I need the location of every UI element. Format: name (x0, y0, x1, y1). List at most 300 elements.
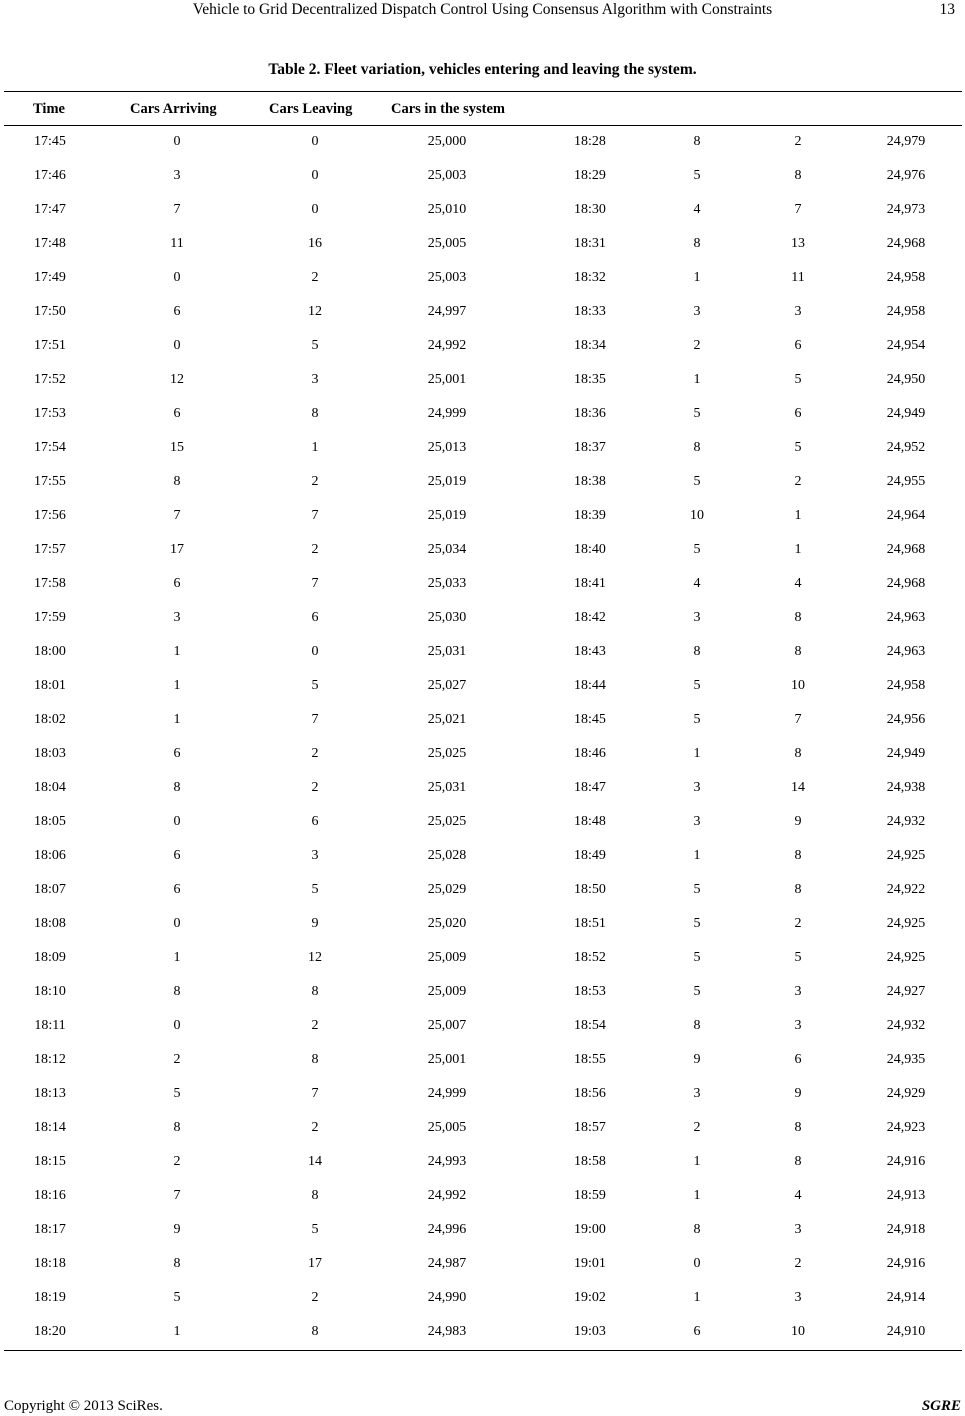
table-row (0, 1247, 965, 1281)
table-cell: 25,003 (427, 168, 467, 183)
page-number: 13 (939, 1, 955, 18)
table-cell: 12 (308, 304, 322, 319)
table-cell: 6 (311, 814, 319, 829)
table-cell: 16 (308, 236, 322, 251)
table-cell: 5 (693, 950, 701, 965)
table-cell: 5 (173, 1086, 181, 1101)
table-cell: 25,000 (427, 134, 467, 149)
table-cell: 0 (173, 134, 181, 149)
table-cell: 5 (693, 406, 701, 421)
table-cell: 18:50 (574, 882, 606, 897)
table-cell: 0 (311, 168, 319, 183)
table-cell: 10 (791, 1324, 805, 1339)
table-cell: 8 (173, 780, 181, 795)
table-cell: 24,922 (886, 882, 926, 897)
table-row (0, 771, 965, 805)
table-cell: 24,938 (886, 780, 926, 795)
table-cell: 24,964 (886, 508, 926, 523)
table-cell: 12 (308, 950, 322, 965)
table-cell: 3 (794, 1018, 802, 1033)
table-cell: 24,914 (886, 1290, 926, 1305)
table-cell: 25,019 (427, 474, 467, 489)
table-cell: 0 (311, 202, 319, 217)
table-cell: 17 (308, 1256, 322, 1271)
table-row (0, 805, 965, 839)
table-cell: 24,910 (886, 1324, 926, 1339)
table-cell: 0 (311, 134, 319, 149)
table-cell: 17:46 (34, 168, 66, 183)
table-cell: 19:03 (574, 1324, 606, 1339)
table-cell: 18:37 (574, 440, 606, 455)
table-cell: 5 (794, 372, 802, 387)
table-cell: 2 (794, 134, 802, 149)
table-row (0, 465, 965, 499)
table-cell: 24,956 (886, 712, 926, 727)
table-cell: 17 (170, 542, 184, 557)
table-cell: 24,963 (886, 610, 926, 625)
table-cell: 24,923 (886, 1120, 926, 1135)
table-cell: 9 (173, 1222, 181, 1237)
table-row (0, 363, 965, 397)
table-cell: 24,927 (886, 984, 926, 999)
table-cell: 8 (794, 882, 802, 897)
table-cell: 18:07 (34, 882, 66, 897)
table-cell: 3 (794, 304, 802, 319)
table-cell: 18:19 (34, 1290, 66, 1305)
table-cell: 5 (693, 882, 701, 897)
table-row (0, 1145, 965, 1179)
table-cell: 1 (693, 270, 701, 285)
table-cell: 17:56 (34, 508, 66, 523)
table-row (0, 227, 965, 261)
table-cell: 18:20 (34, 1324, 66, 1339)
table-cell: 8 (311, 406, 319, 421)
table-cell: 17:53 (34, 406, 66, 421)
table-cell: 8 (794, 644, 802, 659)
table-cell: 18:18 (34, 1256, 66, 1271)
table-cell: 9 (311, 916, 319, 931)
table-cell: 0 (693, 1256, 701, 1271)
table-cell: 18:51 (574, 916, 606, 931)
table-row (0, 941, 965, 975)
table-cell: 25,005 (427, 1120, 467, 1135)
table-cell: 18:06 (34, 848, 66, 863)
table-top-rule (4, 91, 962, 92)
table-cell: 18:33 (574, 304, 606, 319)
table-cell: 2 (794, 1256, 802, 1271)
table-cell: 8 (794, 1120, 802, 1135)
table-cell: 17:57 (34, 542, 66, 557)
table-cell: 3 (693, 780, 701, 795)
table-cell: 24,997 (427, 304, 467, 319)
table-cell: 6 (173, 848, 181, 863)
table-cell: 5 (693, 916, 701, 931)
table-cell: 3 (173, 610, 181, 625)
table-cell: 6 (794, 1052, 802, 1067)
table-row (0, 431, 965, 465)
table-cell: 24,993 (427, 1154, 467, 1169)
table-cell: 18:54 (574, 1018, 606, 1033)
table-cell: 12 (170, 372, 184, 387)
table-cell: 2 (311, 746, 319, 761)
table-cell: 17:47 (34, 202, 66, 217)
table-cell: 8 (693, 644, 701, 659)
table-cell: 18:59 (574, 1188, 606, 1203)
table-cell: 24,976 (886, 168, 926, 183)
table-cell: 18:43 (574, 644, 606, 659)
table-cell: 18:49 (574, 848, 606, 863)
table-cell: 10 (690, 508, 704, 523)
table-cell: 6 (693, 1324, 701, 1339)
table-header-row (0, 96, 965, 122)
table-cell: 25,007 (427, 1018, 467, 1033)
table-cell: 9 (794, 814, 802, 829)
table-row (0, 329, 965, 363)
table-cell: 1 (311, 440, 319, 455)
table-cell: 25,031 (427, 644, 467, 659)
table-cell: 2 (173, 1154, 181, 1169)
table-cell: 3 (794, 1222, 802, 1237)
table-cell: 5 (693, 678, 701, 693)
table-cell: 18:05 (34, 814, 66, 829)
table-cell: 1 (173, 950, 181, 965)
table-cell: 17:51 (34, 338, 66, 353)
table-cell: 18:32 (574, 270, 606, 285)
table-cell: 24,952 (886, 440, 926, 455)
table-cell: 24,958 (886, 678, 926, 693)
table-cell: 17:54 (34, 440, 66, 455)
table-row (0, 907, 965, 941)
table-cell: 18:55 (574, 1052, 606, 1067)
table-cell: 24,999 (427, 1086, 467, 1101)
table-cell: 1 (794, 542, 802, 557)
table-row (0, 295, 965, 329)
table-cell: 8 (794, 610, 802, 625)
table-cell: 14 (308, 1154, 322, 1169)
header-time: Time (33, 101, 65, 117)
table-cell: 5 (794, 950, 802, 965)
table-cell: 6 (173, 746, 181, 761)
table-cell: 11 (791, 270, 805, 285)
table-cell: 24,925 (886, 848, 926, 863)
table-cell: 8 (693, 440, 701, 455)
table-row (0, 533, 965, 567)
table-cell: 0 (311, 644, 319, 659)
table-cell: 1 (173, 644, 181, 659)
table-cell: 6 (311, 610, 319, 625)
table-cell: 9 (794, 1086, 802, 1101)
table-cell: 18:35 (574, 372, 606, 387)
table-cell: 19:02 (574, 1290, 606, 1305)
table-cell: 4 (794, 576, 802, 591)
table-cell: 18:28 (574, 134, 606, 149)
table-cell: 3 (693, 304, 701, 319)
table-cell: 14 (791, 780, 805, 795)
table-cell: 24,916 (886, 1154, 926, 1169)
table-cell: 24,925 (886, 916, 926, 931)
table-cell: 17:49 (34, 270, 66, 285)
table-cell: 7 (173, 202, 181, 217)
table-cell: 25,005 (427, 236, 467, 251)
table-cell: 24,968 (886, 576, 926, 591)
table-row (0, 499, 965, 533)
table-cell: 0 (173, 270, 181, 285)
table-cell: 5 (311, 882, 319, 897)
table-cell: 18:34 (574, 338, 606, 353)
table-cell: 24,973 (886, 202, 926, 217)
table-row (0, 1213, 965, 1247)
table-cell: 24,955 (886, 474, 926, 489)
table-cell: 5 (173, 1290, 181, 1305)
table-cell: 5 (693, 542, 701, 557)
table-cell: 18:16 (34, 1188, 66, 1203)
table-cell: 5 (794, 440, 802, 455)
table-cell: 1 (173, 1324, 181, 1339)
table-row (0, 1179, 965, 1213)
table-cell: 8 (794, 848, 802, 863)
table-cell: 18:58 (574, 1154, 606, 1169)
table-cell: 25,034 (427, 542, 467, 557)
header-cars-leaving: Cars Leaving (269, 101, 353, 117)
table-cell: 18:48 (574, 814, 606, 829)
table-cell: 18:00 (34, 644, 66, 659)
table-cell: 1 (693, 746, 701, 761)
table-cell: 5 (311, 1222, 319, 1237)
table-cell: 18:12 (34, 1052, 66, 1067)
table-body (0, 125, 965, 1349)
table-cell: 2 (311, 780, 319, 795)
table-cell: 2 (173, 1052, 181, 1067)
table-row (0, 1281, 965, 1315)
table-cell: 15 (170, 440, 184, 455)
table-cell: 18:03 (34, 746, 66, 761)
table-cell: 2 (693, 338, 701, 353)
table-row (0, 635, 965, 669)
table-cell: 3 (311, 848, 319, 863)
table-cell: 0 (173, 814, 181, 829)
copyright-notice: Copyright © 2013 SciRes. (4, 1398, 163, 1414)
table-cell: 11 (170, 236, 184, 251)
table-cell: 8 (693, 236, 701, 251)
table-cell: 1 (693, 848, 701, 863)
table-cell: 24,963 (886, 644, 926, 659)
table-cell: 8 (311, 1188, 319, 1203)
table-cell: 6 (794, 338, 802, 353)
table-row (0, 873, 965, 907)
table-cell: 24,958 (886, 304, 926, 319)
table-cell: 0 (173, 1018, 181, 1033)
running-head-title: Vehicle to Grid Decentralized Dispatch Control Using Consensus Algorithm with Constraints (192, 1, 773, 18)
table-cell: 5 (311, 678, 319, 693)
table-cell: 18:45 (574, 712, 606, 727)
table-cell: 17:50 (34, 304, 66, 319)
table-row (0, 737, 965, 771)
table-cell: 25,027 (427, 678, 467, 693)
table-cell: 18:42 (574, 610, 606, 625)
table-row (0, 567, 965, 601)
header-cars-in-system: Cars in the system (391, 101, 505, 117)
table-cell: 7 (311, 576, 319, 591)
table-cell: 17:52 (34, 372, 66, 387)
table-cell: 2 (794, 916, 802, 931)
table-row (0, 397, 965, 431)
table-cell: 18:46 (574, 746, 606, 761)
table-cell: 8 (693, 1222, 701, 1237)
table-row (0, 703, 965, 737)
table-cell: 8 (173, 1256, 181, 1271)
table-cell: 8 (311, 1052, 319, 1067)
table-cell: 6 (173, 304, 181, 319)
table-cell: 24,987 (427, 1256, 467, 1271)
table-cell: 24,983 (427, 1324, 467, 1339)
table-row (0, 125, 965, 159)
table-cell: 8 (311, 1324, 319, 1339)
table-cell: 25,021 (427, 712, 467, 727)
table-cell: 17:48 (34, 236, 66, 251)
table-cell: 18:31 (574, 236, 606, 251)
table-bottom-rule (4, 1350, 962, 1351)
table-cell: 0 (173, 338, 181, 353)
table-cell: 24,968 (886, 236, 926, 251)
table-row (0, 1009, 965, 1043)
table-cell: 8 (794, 168, 802, 183)
table-cell: 18:02 (34, 712, 66, 727)
table-caption: Table 2. Fleet variation, vehicles entering and leaving the system. (268, 61, 697, 78)
table-cell: 18:17 (34, 1222, 66, 1237)
table-cell: 18:10 (34, 984, 66, 999)
table-cell: 18:36 (574, 406, 606, 421)
table-cell: 5 (311, 338, 319, 353)
table-cell: 2 (311, 542, 319, 557)
table-cell: 3 (794, 984, 802, 999)
table-cell: 2 (311, 1018, 319, 1033)
table-cell: 24,949 (886, 406, 926, 421)
table-cell: 25,029 (427, 882, 467, 897)
table-cell: 25,001 (427, 372, 467, 387)
table-cell: 3 (173, 168, 181, 183)
table-cell: 24,932 (886, 1018, 926, 1033)
table-cell: 17:59 (34, 610, 66, 625)
table-cell: 5 (693, 474, 701, 489)
table-cell: 18:15 (34, 1154, 66, 1169)
table-cell: 17:55 (34, 474, 66, 489)
table-cell: 7 (794, 712, 802, 727)
table-cell: 8 (173, 984, 181, 999)
running-head (0, 0, 965, 24)
table-cell: 25,010 (427, 202, 467, 217)
table-cell: 24,949 (886, 746, 926, 761)
table-cell: 18:14 (34, 1120, 66, 1135)
table-cell: 5 (693, 984, 701, 999)
table-cell: 18:04 (34, 780, 66, 795)
table-cell: 25,001 (427, 1052, 467, 1067)
table-cell: 0 (173, 916, 181, 931)
table-cell: 18:29 (574, 168, 606, 183)
table-cell: 24,996 (427, 1222, 467, 1237)
table-cell: 3 (693, 610, 701, 625)
table-cell: 17:45 (34, 134, 66, 149)
table-cell: 7 (794, 202, 802, 217)
table-cell: 25,013 (427, 440, 467, 455)
journal-abbreviation: SGRE (921, 1398, 961, 1414)
table-row (0, 839, 965, 873)
table-cell: 18:39 (574, 508, 606, 523)
table-cell: 7 (311, 712, 319, 727)
table-row (0, 1043, 965, 1077)
table-cell: 3 (794, 1290, 802, 1305)
table-row (0, 975, 965, 1009)
table-cell: 5 (693, 712, 701, 727)
table-cell: 19:00 (574, 1222, 606, 1237)
table-cell: 2 (311, 1290, 319, 1305)
table-cell: 24,932 (886, 814, 926, 829)
table-cell: 6 (173, 576, 181, 591)
table-cell: 24,918 (886, 1222, 926, 1237)
table-cell: 6 (173, 406, 181, 421)
table-row (0, 261, 965, 295)
table-cell: 9 (693, 1052, 701, 1067)
table-cell: 18:47 (574, 780, 606, 795)
table-cell: 1 (693, 1188, 701, 1203)
table-cell: 4 (693, 576, 701, 591)
table-cell: 24,935 (886, 1052, 926, 1067)
table-cell: 24,929 (886, 1086, 926, 1101)
table-cell: 24,992 (427, 338, 467, 353)
table-cell: 2 (311, 270, 319, 285)
table-cell: 18:30 (574, 202, 606, 217)
table-cell: 7 (173, 508, 181, 523)
table-cell: 2 (311, 1120, 319, 1135)
table-cell: 18:40 (574, 542, 606, 557)
table-cell: 8 (794, 1154, 802, 1169)
table-cell: 18:11 (34, 1018, 66, 1033)
table-cell: 25,033 (427, 576, 467, 591)
table-cell: 3 (693, 814, 701, 829)
table-cell: 1 (173, 712, 181, 727)
table-cell: 18:56 (574, 1086, 606, 1101)
table-cell: 8 (173, 474, 181, 489)
table-cell: 18:41 (574, 576, 606, 591)
table-cell: 4 (693, 202, 701, 217)
table-cell: 7 (173, 1188, 181, 1203)
table-cell: 8 (311, 984, 319, 999)
table-cell: 18:08 (34, 916, 66, 931)
table-cell: 18:09 (34, 950, 66, 965)
table-cell: 24,979 (886, 134, 926, 149)
table-cell: 24,913 (886, 1188, 926, 1203)
table-cell: 10 (791, 678, 805, 693)
table-cell: 24,925 (886, 950, 926, 965)
table-row (0, 159, 965, 193)
table-cell: 8 (794, 746, 802, 761)
table-cell: 24,999 (427, 406, 467, 421)
table-cell: 2 (311, 474, 319, 489)
table-cell: 1 (173, 678, 181, 693)
table-cell: 18:38 (574, 474, 606, 489)
table-cell: 25,025 (427, 814, 467, 829)
table-cell: 8 (693, 134, 701, 149)
table-cell: 18:53 (574, 984, 606, 999)
table-cell: 25,025 (427, 746, 467, 761)
table-cell: 8 (173, 1120, 181, 1135)
table-cell: 18:52 (574, 950, 606, 965)
table-row (0, 601, 965, 635)
table-cell: 2 (693, 1120, 701, 1135)
table-row (0, 1077, 965, 1111)
table-cell: 1 (693, 372, 701, 387)
table-cell: 7 (311, 1086, 319, 1101)
table-cell: 6 (794, 406, 802, 421)
